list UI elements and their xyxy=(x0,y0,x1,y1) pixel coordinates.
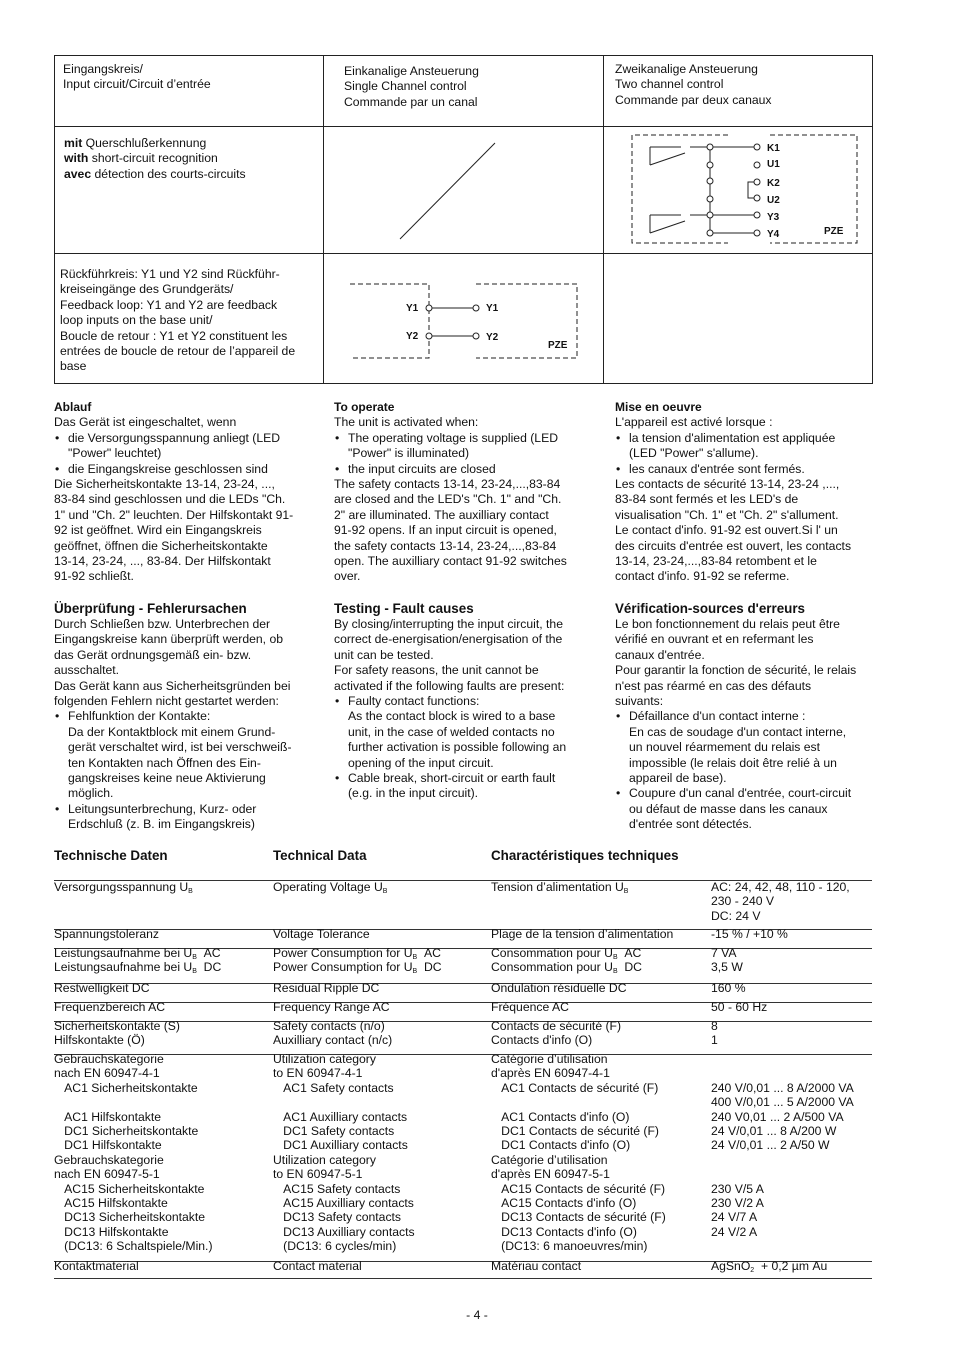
tech-cell-line: (DC13: 6 manoeuvres/min) xyxy=(491,1239,648,1254)
tech-cell-line: DC1 Hilfskontakte xyxy=(54,1138,162,1153)
column-german: Ablauf Das Gerät ist eingeschaltet, wenn • die Versorgungsspannung anliegt (LED "Power" leuchtet) • die Eingangskreise geschlossen sind Die Sicherheitskontakte 13-14, 23-24, ..., 83-84 sind geschlossen und die LEDs "Ch. 1" und "Ch. 2" leuchten. Der Hilfskontakt 91- 92 ist geöffnet. Wird ein Eingangskreis geöffnet, öffnen die Sicherheitskontakte 13-14, 23-24, ..., 83-84. Der Hilfskontakt 91-92 schließt. Überprüfung - Fehlerursachen Durch Schließen bzw. Unterbrechen der Eingangskreise kann überprüft werden, ob das Gerät ordnungsgemäß ein- bzw. ausschaltet. Das Gerät kann aus Sicherheitsgründen bei folgenden Fehlern nicht gestartet werden: • Fehlfunktion der Kontakte: Da der Kontaktblock mit einem Grund- gerät verschaltet wird, ist bei verschweiß- ten Kontakten nach Öffnen des Ein- gangskreises keine neue Aktivierung möglich. • Leitungsunterbrechung, Kurz- oder Erdschluß (z. B. im Eingangskreis) xyxy=(54,400,316,833)
tech-cell-line xyxy=(711,1167,854,1181)
page-number: - 4 - xyxy=(466,1308,488,1322)
tech-cell-line: Leistungsaufnahme bei $U_B$ AC xyxy=(54,946,221,961)
tech-cell-line: AC15 Auxilliary contacts xyxy=(273,1195,414,1210)
tech-cell-de xyxy=(54,880,193,894)
list-item: • la tension d'alimentation est appliquée (LED "Power" s'allume). xyxy=(615,431,877,462)
tech-cell-de xyxy=(54,981,150,995)
tech-cell-line: Fréquence AC xyxy=(491,1000,569,1014)
header-single-channel: Einkanalige Ansteuerung Single Channel control Commande par un canal xyxy=(344,64,479,109)
tech-cell-line: DC13 Hilfskontakte xyxy=(54,1224,169,1239)
tech-cell-val xyxy=(711,1259,827,1273)
list-item: • Leitungsunterbrechung, Kurz- oder Erdschluß (z. B. im Eingangskreis) xyxy=(54,802,316,833)
heading-ueberpruefung: Überprüfung - Fehlerursachen xyxy=(54,600,247,616)
tech-cell-line: 1 xyxy=(711,1033,718,1048)
terminal-label: Y3 xyxy=(767,212,780,223)
tech-cell-val xyxy=(711,880,850,923)
tech-cell-val xyxy=(711,981,746,995)
tech-cell-fr xyxy=(491,880,628,894)
tech-cell-line: DC1 Safety contacts xyxy=(273,1123,395,1138)
tech-cell-line: Catégorie d’utilisation xyxy=(491,1052,608,1066)
tech-cell-line xyxy=(711,1066,854,1080)
tech-cell-line: Gebrauchskategorie xyxy=(54,1052,164,1066)
tech-cell-line: Catégorie d’utilisation xyxy=(491,1152,608,1167)
tech-cell-en xyxy=(273,946,442,975)
tech-cell-en xyxy=(273,1259,362,1273)
tech-cell-line: DC1 Contacts d'info (O) xyxy=(491,1138,631,1153)
tech-cell-line: 400 V/0,01 ... 5 A/2000 VA xyxy=(711,1095,854,1110)
tech-cell-fr xyxy=(491,946,642,975)
table-rule xyxy=(54,1278,872,1279)
two-channel-wiring-diagram xyxy=(604,127,872,253)
tech-cell-line: DC: 24 V xyxy=(711,908,761,923)
tech-cell-line: AC15 Contacts d'info (O) xyxy=(491,1195,637,1210)
tech-cell-line: Power Consumption for $U_B$ AC xyxy=(273,946,441,961)
paragraph: Die Sicherheitskontakte 13-14, 23-24, ..., 83-84 sind geschlossen und die LEDs "Ch. 1" und "Ch. 2" leuchten. Der Hilfskontakt 91- 92 ist geöffnet. Wird ein Eingangskreis geöffnet, öffnen die Sicherheitskontakte 13-14, 23-24, ..., 83-84. Der Hilfskontakt 91-92 schließt. xyxy=(54,477,294,584)
tech-cell-line: DC13 Sicherheitskontakte xyxy=(54,1210,206,1225)
tech-cell-line: DC13 Contacts de sécurité (F) xyxy=(491,1210,666,1225)
tech-cell-line: AC1 Safety contacts xyxy=(273,1080,394,1095)
heading-verification: Vérification-sources d'erreurs xyxy=(615,600,805,616)
list-item: • Faulty contact functions: As the contact block is wired to a base unit, in the case of welded contacts no further activation is possible following an opening of the input circuit. xyxy=(334,694,596,771)
header-two-channel: Zweikanalige Ansteuerung Two channel control Commande par deux canaux xyxy=(615,62,772,107)
tech-cell-val xyxy=(711,946,743,975)
tech-cell-line: 230 V/2 A xyxy=(711,1195,764,1210)
tech-cell-line xyxy=(54,1095,213,1109)
tech-cell-line: Hilfskontakte (Ö) xyxy=(54,1033,145,1048)
heading-ablauf: Ablauf xyxy=(54,400,92,414)
tech-cell-line: d'après EN 60947-5-1 xyxy=(491,1167,610,1182)
list-item: • the input circuits are closed xyxy=(334,462,596,477)
tech-cell-line: Kontaktmaterial xyxy=(54,1259,139,1273)
tech-cell-line: 230 V/5 A xyxy=(711,1181,764,1196)
tech-cell-line: 7 VA xyxy=(711,946,737,960)
tech-cell-fr xyxy=(491,1052,666,1253)
tech-cell-line: AgSnO$_2$ + 0,2 µm Au xyxy=(711,1259,828,1274)
tech-cell-line: Contact material xyxy=(273,1259,362,1273)
tech-cell-line: -15 % / +10 % xyxy=(711,927,788,941)
tech-cell-line: Residual Ripple DC xyxy=(273,981,380,995)
tech-cell-line: 24 V/0,01 ... 8 A/200 W xyxy=(711,1123,837,1138)
tech-cell-de xyxy=(54,927,159,941)
tech-cell-line: AC: 24, 42, 48, 110 - 120, xyxy=(711,880,850,894)
tech-cell-de xyxy=(54,1019,180,1048)
tech-cell-line: 240 V/0,01 ... 8 A/2000 VA xyxy=(711,1080,854,1095)
tech-cell-line: 230 - 240 V xyxy=(711,894,775,909)
feedback-loop-diagram xyxy=(324,254,603,383)
tech-cell-de xyxy=(54,1259,139,1273)
tech-cell-en xyxy=(273,1019,392,1048)
tech-cell-en xyxy=(273,880,387,894)
feedback-loop-label: Rückführkreis: Y1 und Y2 sind Rückführ- kreiseingänge des Grundgeräts/ Feedback loop: Y1 and Y2 are feedback loop inputs on the base unit/ Boucle de retour : Y1 et Y2 constituent les entrées de boucle de retour de l’appareil de base xyxy=(60,267,296,374)
tech-cell-en xyxy=(273,981,379,995)
tech-cell-line: Matériau contact xyxy=(491,1259,582,1273)
tech-cell-line: nach EN 60947-5-1 xyxy=(54,1167,160,1182)
tech-cell-line: Consommation pour $U_B$ AC xyxy=(491,946,642,961)
list-item: • die Eingangskreise geschlossen sind xyxy=(54,462,316,477)
tech-cell-line: Utilization category xyxy=(273,1052,376,1066)
tech-cell-line: Contacts d'info (O) xyxy=(491,1033,593,1048)
column-french: Mise en oeuvre L'appareil est activé lorsque : • la tension d'alimentation est appliquée (LED "Power" s'allume). • les canaux d'entrée sont fermés. Les contacts de sécurité 13-14, 23-24 ,..., 83-84 sont fermés et les LED's de visualisation "Ch. 1" et "Ch. 2" s'allument. Le contact d'info. 91-92 est ouvert.Si l' un des circuits d'entrée est ouvert, les contacts 13-14, 23-24,...,83-84 retombent et le contact d'info. 91-92 se referme. Vérification-sources d'erreurs Le bon fonctionnement du relais peut être vérifié en ouvrant et en refermant les canaux d'entrée. Pour garantir la fonction de sécurité, le relais n'est pas réarmé en cas des défauts suivants: • Défaillance d'un contact interne : En cas de soudage d'un contact interne, un nouvel réarmement du relais est impossible (le relais doit être relié à un appareil de base). • Coupure d'un canal d'entrée, court-circuit ou défaut de masse dans les canaux d'entrée sont détectés. xyxy=(615,400,877,833)
tech-cell-line: DC13 Safety contacts xyxy=(273,1210,402,1225)
terminal-label: Y2 xyxy=(406,331,419,342)
paragraph: The safety contacts 13-14, 23-24,...,83-84 are closed and the LED's "Ch. 1" and "Ch. 2" are illuminated. The auxilliary contact 91-92 opens. If an input circuit is opened, the safety contacts 13-14, 23-24,...,83-84 open. The auxilliary contact 91-92 switches over. xyxy=(334,477,567,584)
tech-cell-line: AC1 Contacts de sécurité (F) xyxy=(491,1080,659,1095)
tech-cell-line: Versorgungsspannung $U_B$ xyxy=(54,880,193,895)
tech-cell-line: AC1 Hilfskontakte xyxy=(54,1109,162,1124)
tech-cell-en xyxy=(273,927,370,941)
tech-header-fr: Charactéristiques techniques xyxy=(491,848,679,863)
tech-cell-line: Leistungsaufnahme bei $U_B$ DC xyxy=(54,960,222,976)
tech-cell-line: 160 % xyxy=(711,981,746,995)
heading-mise-en-oeuvre: Mise en oeuvre xyxy=(615,400,702,414)
tech-cell-line: Spannungstoleranz xyxy=(54,927,160,941)
terminal-label: K1 xyxy=(767,143,780,154)
tech-cell-line: Gebrauchskategorie xyxy=(54,1152,164,1167)
list-item: • Cable break, short-circuit or earth fault (e.g. in the input circuit). xyxy=(334,771,596,802)
list-item: • die Versorgungsspannung anliegt (LED "Power" leuchtet) xyxy=(54,431,316,462)
pze-label: PZE xyxy=(824,226,844,237)
tech-cell-fr xyxy=(491,1000,569,1014)
terminal-label: Y4 xyxy=(767,229,780,240)
tech-cell-de xyxy=(54,1000,165,1014)
tech-cell-line: 3,5 W xyxy=(711,960,743,975)
tech-cell-line: DC13 Contacts d'info (O) xyxy=(491,1224,637,1239)
tech-cell-line: AC1 Auxilliary contacts xyxy=(273,1109,408,1124)
paragraph: Durch Schließen bzw. Unterbrechen der Eingangskreise kann überprüft werden, ob das Gerät ordnungsgemäß ein- bzw. ausschaltet. Das Gerät kann aus Sicherheitsgründen bei folgenden Fehlern nicht gestartet werden: xyxy=(54,616,291,708)
tech-cell-line: Operating Voltage $U_B$ xyxy=(273,880,388,895)
tech-cell-line: Utilization category xyxy=(273,1152,376,1167)
not-applicable-slash xyxy=(324,127,603,253)
tech-cell-val xyxy=(711,1019,718,1048)
tech-cell-line: DC13 Auxilliary contacts xyxy=(273,1224,415,1239)
tech-cell-line: AC15 Hilfskontakte xyxy=(54,1195,168,1210)
tech-cell-line: Plage de la tension d’alimentation xyxy=(491,927,674,941)
tech-header-de: Technische Daten xyxy=(54,848,168,863)
tech-cell-fr xyxy=(491,981,627,995)
paragraph: Le bon fonctionnement du relais peut être vérifié en ouvrant et en refermant les canaux d'entrée. Pour garantir la fonction de sécurité, le relais n'est pas réarmé en cas des défauts suivants: xyxy=(615,616,857,708)
tech-header-en: Technical Data xyxy=(273,848,367,863)
paragraph: By closing/interrupting the input circuit, the correct de-energisation/energisation of the unit can be tested. For safety reasons, the unit cannot be activated if the following faults are present: xyxy=(334,616,565,693)
terminal-label: Y1 xyxy=(406,303,419,314)
heading-to-operate: To operate xyxy=(334,400,395,414)
tech-cell-line: d'après EN 60947-4-1 xyxy=(491,1066,610,1081)
tech-cell-line: nach EN 60947-4-1 xyxy=(54,1066,160,1081)
tech-cell-line: Frequenzbereich AC xyxy=(54,1000,166,1014)
tech-cell-line: Auxilliary contact (n/c) xyxy=(273,1033,393,1048)
tech-cell-line: 24 V/2 A xyxy=(711,1224,758,1239)
tech-cell-line xyxy=(711,1052,854,1066)
tech-cell-line: (DC13: 6 cycles/min) xyxy=(273,1239,397,1254)
tech-cell-line: 8 xyxy=(711,1019,718,1033)
list-item: • Fehlfunktion der Kontakte: Da der Kontaktblock mit einem Grund- gerät verschaltet wird, ist bei verschweiß- ten Kontakten nach Öffnen des Ein- gangskreises keine neue Aktivierung möglich. xyxy=(54,709,316,801)
tech-cell-line: Power Consumption for $U_B$ DC xyxy=(273,960,442,976)
tech-cell-line: Safety contacts (n/o) xyxy=(273,1019,385,1033)
list-item: • Défaillance d'un contact interne : En cas de soudage d'un contact interne, un nouvel réarmement du relais est impossible (le relais doit être relié à un appareil de base). xyxy=(615,709,877,786)
pze-label: PZE xyxy=(548,340,568,351)
tech-cell-line: DC1 Sicherheitskontakte xyxy=(54,1123,199,1138)
tech-cell-line: Restwelligkeit DC xyxy=(54,981,150,995)
tech-cell-line: Contacts de sécurité (F) xyxy=(491,1019,622,1033)
terminal-label: U2 xyxy=(767,195,780,206)
header-input-circuit: Eingangskreis/ Input circuit/Circuit d’entrée xyxy=(63,62,211,92)
tech-cell-de xyxy=(54,1052,213,1253)
tech-cell-en xyxy=(273,1052,415,1253)
table-rule xyxy=(54,983,872,984)
tech-cell-line: 24 V/0,01 ... 2 A/50 W xyxy=(711,1138,830,1153)
paragraph: Les contacts de sécurité 13-14, 23-24 ,..., 83-84 sont fermés et les LED's de visualisation "Ch. 1" et "Ch. 2" s'allument. Le contact d'info. 91-92 est ouvert.Si l' un des circuits d'entrée est ouvert, les contacts 13-14, 23-24,...,83-84 retombent et le contact d'info. 91-92 se referme. xyxy=(615,477,852,584)
tech-cell-line xyxy=(491,1095,666,1109)
terminal-label: U1 xyxy=(767,159,780,170)
tech-cell-line: AC15 Safety contacts xyxy=(273,1181,401,1196)
tech-cell-line xyxy=(711,1239,854,1253)
tech-cell-fr xyxy=(491,927,673,941)
tech-cell-fr xyxy=(491,1019,621,1048)
tech-cell-fr xyxy=(491,1259,581,1273)
tech-cell-line: AC15 Sicherheitskontakte xyxy=(54,1181,205,1196)
tech-cell-de xyxy=(54,946,221,975)
tech-cell-line: (DC13: 6 Schaltspiele/Min.) xyxy=(54,1239,213,1254)
tech-cell-line: DC1 Contacts de sécurité (F) xyxy=(491,1123,659,1138)
short-circuit-label: mit Querschlußerkennung with short-circuit recognition avec détection des courts-circuits xyxy=(64,136,246,181)
terminal-label: Y2 xyxy=(486,332,499,343)
tech-cell-line: 24 V/7 A xyxy=(711,1210,758,1225)
tech-cell-en xyxy=(273,1000,390,1014)
tech-cell-line: Ondulation résiduelle DC xyxy=(491,981,627,995)
terminal-label: Y1 xyxy=(486,303,499,314)
terminal-label: K2 xyxy=(767,178,780,189)
list-item: • les canaux d'entrée sont fermés. xyxy=(615,462,877,477)
tech-cell-val xyxy=(711,927,788,941)
tech-cell-line: DC1 Auxilliary contacts xyxy=(273,1138,408,1153)
tech-cell-line: AC1 Contacts d'info (O) xyxy=(491,1109,630,1124)
tech-cell-line: Tension d’alimentation $U_B$ xyxy=(491,880,629,895)
tech-cell-line: to EN 60947-4-1 xyxy=(273,1066,363,1081)
tech-cell-line: Consommation pour $U_B$ DC xyxy=(491,960,642,976)
tech-cell-line: Frequency Range AC xyxy=(273,1000,390,1014)
list-item: • The operating voltage is supplied (LED "Power" is illuminated) xyxy=(334,431,596,462)
tech-cell-line: 240 V0,01 ... 2 A/500 VA xyxy=(711,1109,844,1124)
list-item: • Coupure d'un canal d'entrée, court-circuit ou défaut de masse dans les canaux d'entrée sont détectés. xyxy=(615,786,877,832)
tech-cell-line xyxy=(273,1095,415,1109)
column-english: To operate The unit is activated when: • The operating voltage is supplied (LED "Power" is illuminated) • the input circuits are closed The safety contacts 13-14, 23-24,...,83-84 are closed and the LED's "Ch. 1" and "Ch. 2" are illuminated. The auxilliary contact 91-92 opens. If an input circuit is opened, the safety contacts 13-14, 23-24,...,83-84 open. The auxilliary contact 91-92 switches over. Testing - Fault causes By closing/interrupting the input circuit, the correct de-energisation/energisation of the unit can be tested. For safety reasons, the unit cannot be activated if the following faults are present: • Faulty contact functions: As the contact block is wired to a base unit, in the case of welded contacts no further activation is possible following an opening of the input circuit. • Cable break, short-circuit or earth fault (e.g. in the input circuit). xyxy=(334,400,596,802)
tech-cell-line xyxy=(711,1153,854,1167)
tech-cell-line: Voltage Tolerance xyxy=(273,927,370,941)
tech-cell-val xyxy=(711,1000,767,1014)
tech-cell-line: 50 - 60 Hz xyxy=(711,1000,768,1014)
tech-cell-line: AC1 Sicherheitskontakte xyxy=(54,1080,198,1095)
tech-cell-line: AC15 Contacts de sécurité (F) xyxy=(491,1181,666,1196)
heading-testing: Testing - Fault causes xyxy=(334,600,474,616)
tech-cell-line: to EN 60947-5-1 xyxy=(273,1167,363,1182)
tech-cell-line: Sicherheitskontakte (S) xyxy=(54,1019,180,1033)
tech-cell-val xyxy=(711,1052,854,1253)
